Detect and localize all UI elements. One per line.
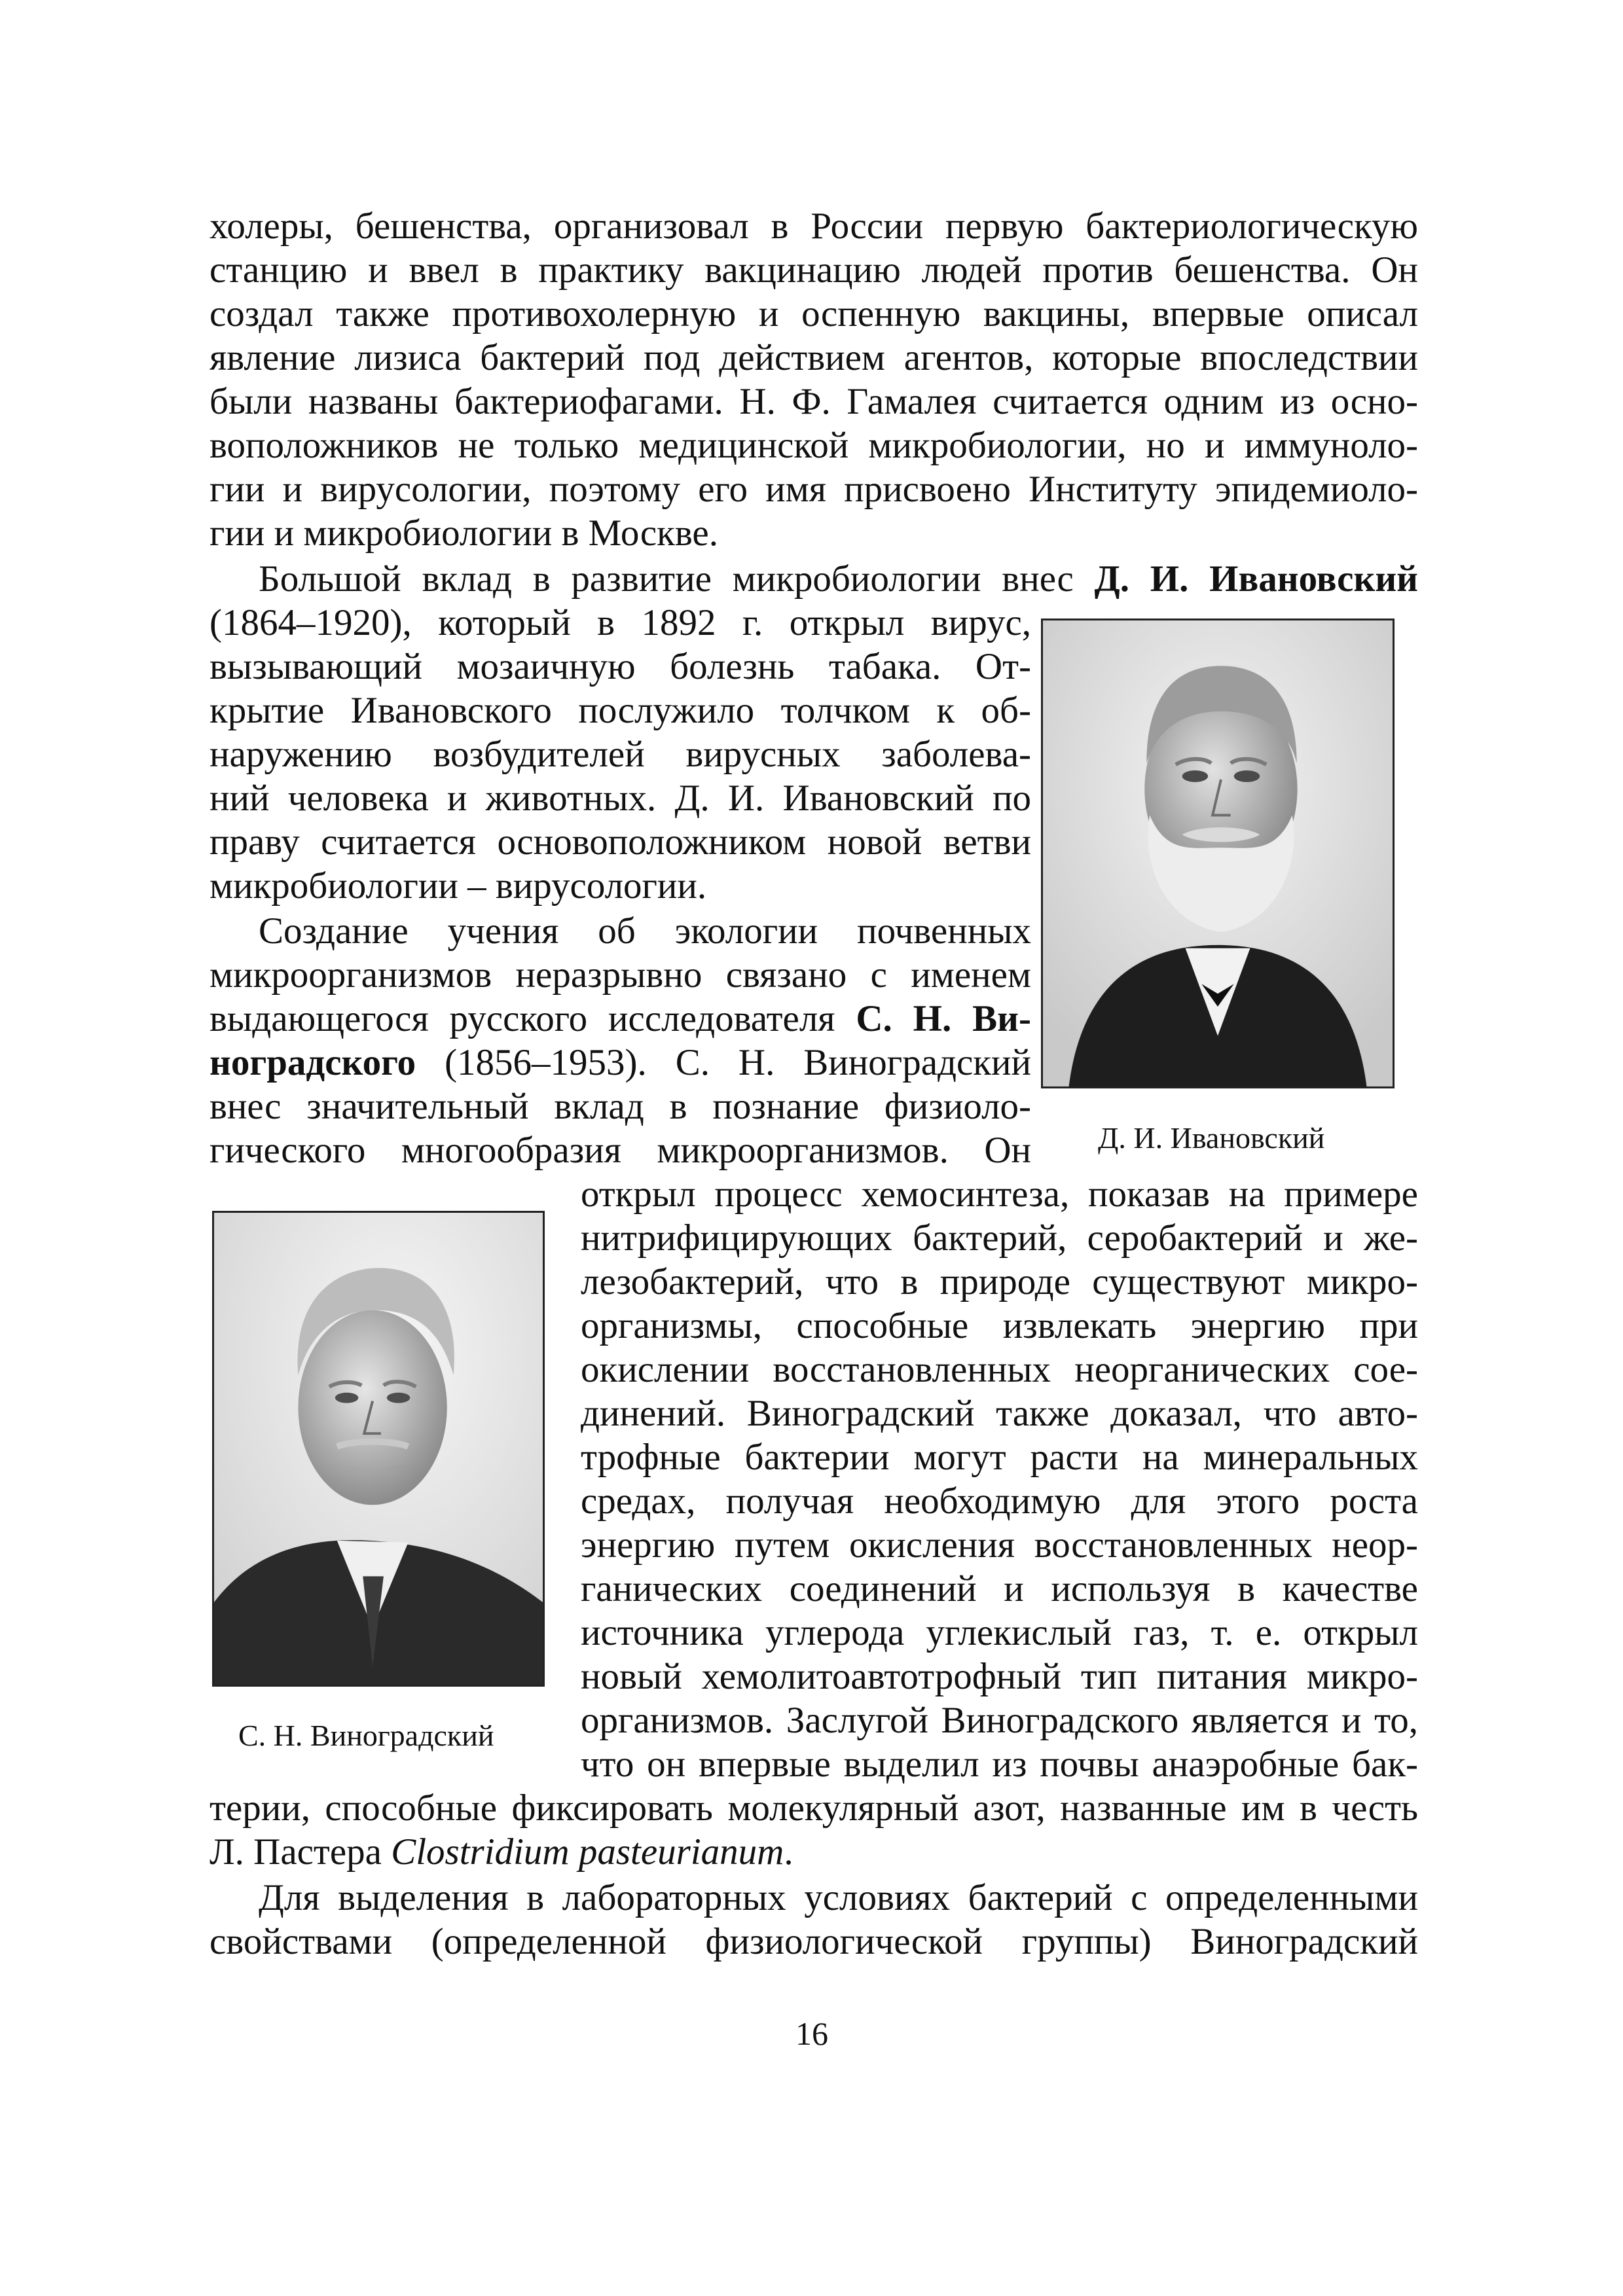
ivanovsky-portrait-image: [1043, 620, 1393, 1086]
text-line: ноградского (1856–1953). С. Н. Виноградский: [210, 1042, 1031, 1083]
ivanovsky-caption: Д. И. Ивановский: [1098, 1121, 1325, 1155]
text-line: внес значительный вклад в познание физиоло-: [210, 1086, 1031, 1127]
text-line: динений. Виноградский также доказал, что авто-: [581, 1393, 1418, 1434]
text-line: микробиологии – вирусологии.: [210, 865, 707, 906]
text-line: лезобактерий, что в природе существуют микро-: [581, 1261, 1418, 1302]
text-line: новый хемолитоавтотрофный тип питания микро-: [581, 1656, 1418, 1697]
text-line: организмов. Заслугой Виноградского является и то,: [581, 1700, 1418, 1741]
text-line: источника углерода углекислый газ, т. е. открыл: [581, 1612, 1418, 1653]
page-number: 16: [795, 2015, 828, 2052]
text-line: Для выделения в лабораторных условиях бактерий с определенными: [259, 1877, 1418, 1918]
text-line: окислении восстановленных неорганических сое-: [581, 1349, 1418, 1390]
text-line: выдающегося русского исследователя С. Н. Ви-: [210, 998, 1031, 1039]
text-line: (1864–1920), который в 1892 г. открыл вирус,: [210, 602, 1031, 643]
text-line: крытие Ивановского послужило толчком к об-: [210, 690, 1031, 731]
text-line: гического многообразия микроорганизмов. Он: [210, 1130, 1031, 1171]
text-line: свойствами (определенной физиологической группы) Виноградский: [210, 1921, 1418, 1962]
text-line: организмы, способные извлекать энергию при: [581, 1305, 1418, 1346]
text-line: трофные бактерии могут расти на минеральных: [581, 1437, 1418, 1478]
winogradsky-portrait-image: [214, 1213, 543, 1685]
text-line: были названы бактериофагами. Н. Ф. Гамалея считается одним из осно-: [210, 381, 1418, 422]
text-line: нитрифицирующих бактерий, серобактерий и же-: [581, 1217, 1418, 1259]
winogradsky-portrait: [212, 1211, 545, 1687]
text-line: ний человека и животных. Д. И. Ивановский по: [210, 778, 1031, 819]
text-line: холеры, бешенства, организовал в России первую бактериологическую: [210, 206, 1418, 247]
text-line: терии, способные фиксировать молекулярный азот, названные им в честь: [210, 1787, 1418, 1829]
text-line: праву считается основоположником новой ветви: [210, 821, 1031, 863]
ivanovsky-portrait: [1041, 619, 1395, 1088]
text-line: вызывающий мозаичную болезнь табака. От-: [210, 646, 1031, 687]
text-line: наружению возбудителей вирусных заболева-: [210, 734, 1031, 775]
text-line: ганических соединений и используя в качестве: [581, 1568, 1418, 1609]
text-line: гии и вирусологии, поэтому его имя присвоено Институту эпидемиоло-: [210, 469, 1418, 510]
text-line: гии и микробиологии в Москве.: [210, 512, 718, 554]
text-line: микроорганизмов неразрывно связано с именем: [210, 954, 1031, 996]
text-line: что он впервые выделил из почвы анаэробные бак-: [581, 1744, 1418, 1785]
text-line: явление лизиса бактерий под действием агентов, которые впоследствии: [210, 337, 1418, 378]
text-line: энергию путем окисления восстановленных неор-: [581, 1524, 1418, 1566]
winogradsky-caption: С. Н. Виноградский: [238, 1719, 494, 1752]
text-line: открыл процесс хемосинтеза, показав на примере: [581, 1174, 1418, 1215]
text-line: Л. Пастера Clostridium pasteurianum.: [210, 1831, 793, 1873]
text-line: средах, получая необходимую для этого роста: [581, 1480, 1418, 1522]
text-line: Создание учения об экологии почвенных: [259, 910, 1031, 952]
text-line: Большой вклад в развитие микробиологии внес Д. И. Ивановский: [259, 558, 1418, 600]
text-line: воположников не только медицинской микробиологии, но и иммуноло-: [210, 425, 1418, 466]
text-line: создал также противохолерную и оспенную вакцины, впервые описал: [210, 293, 1418, 334]
text-line: станцию и ввел в практику вакцинацию людей против бешенства. Он: [210, 249, 1418, 291]
